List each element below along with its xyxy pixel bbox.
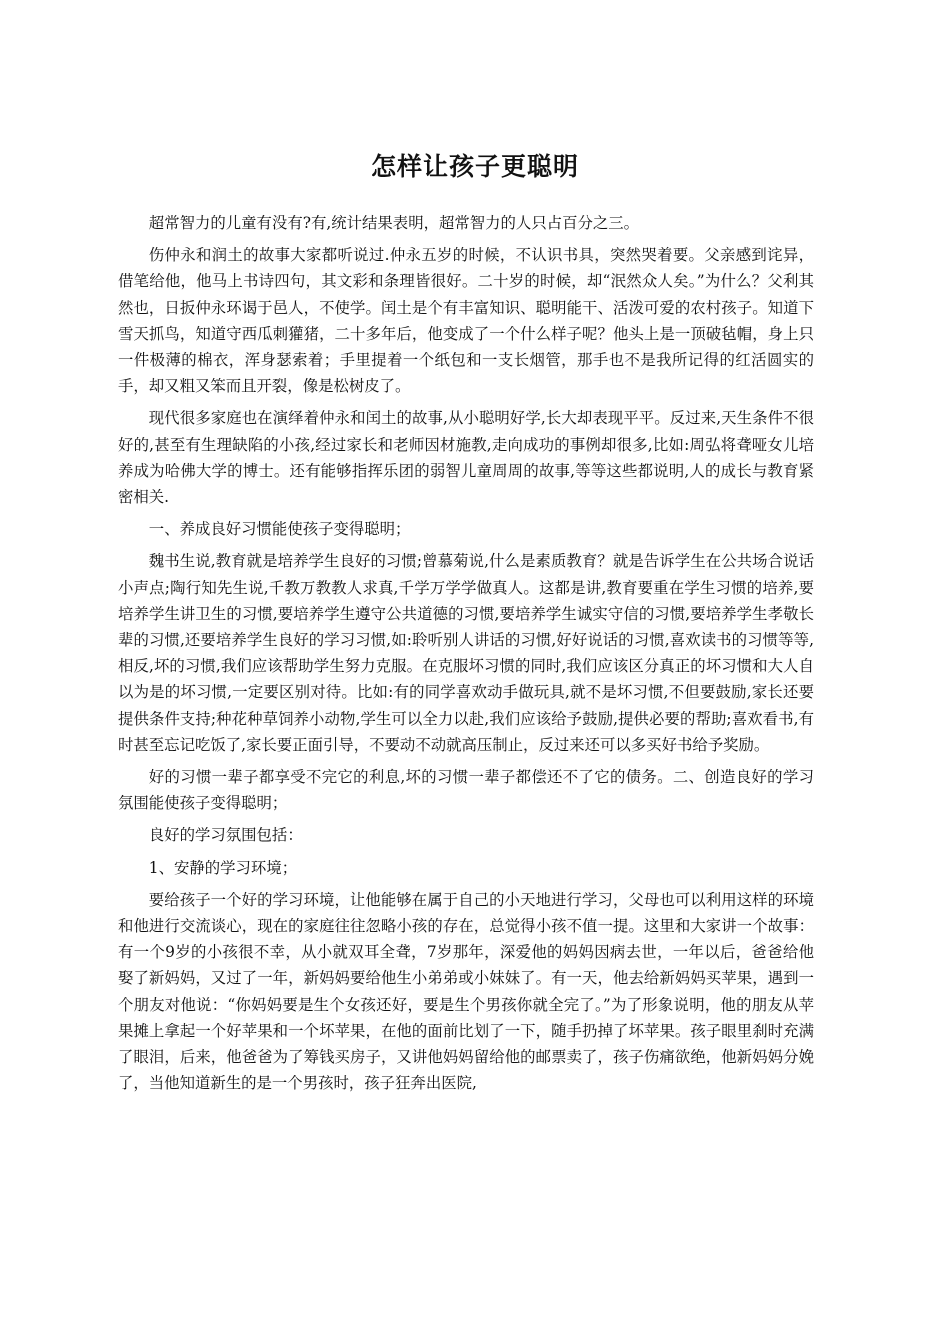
document-body <box>118 210 814 1103</box>
paragraph: 良好的学习氛围包括： <box>148 826 303 845</box>
section-heading: 一、养成良好习惯能使孩子变得聪明； <box>148 520 411 539</box>
paragraph: 要给孩子一个好的学习环境，让他能够在属于自己的小天地进行学习，父母也可以利用这样的环境和他进行交流谈心，现在的家庭往往忽略小孩的存在，总觉得小孩不值一提。这里和大家讲一个故事：有一个9岁的小孩很不幸，从小就双耳全聋，7岁那年，深爱他的妈妈因病去世，一年以后，爸爸给他娶了新妈妈，又过了一年，新妈妈要给他生小弟弟或小妹妹了。有一天，他去给新妈妈买苹果，遇到一个朋友对他说：“你妈妈要是生个女孩还好，要是生个男孩你就全完了。”为了形象说明，他的朋友从苹果摊上拿起一个好苹果和一个坏苹果，在他的面前比划了一下，随手扔掉了坏苹果。孩子眼里刹时充满了眼泪，后来，他爸爸为了筹钱买房子，又讲他妈妈留给他的邮票卖了，孩子伤痛欲绝，他新妈妈分娩了，当他知道新生的是一个男孩时，孩子狂奔出医院, <box>118 890 814 1093</box>
paragraph: 超常智力的儿童有没有?有,统计结果表明，超常智力的人只占百分之三。 <box>148 214 640 232</box>
paragraph: 现代很多家庭也在演绎着仲永和闰土的故事,从小聪明好学,长大却表现平平。反过来,天生条件不很好的,甚至有生理缺陷的小孩,经过家长和老师因材施教,走向成功的事例却很多,比如:周弘将聋哑女儿培养成为哈佛大学的博士。还有能够指挥乐团的弱智儿童周周的故事,等等这些都说明,人的成长与教育紧密相关. <box>118 409 814 507</box>
paragraph: 伤仲永和润土的故事大家都听说过.仲永五岁的时候，不认识书具，突然哭着要。父亲感到诧异，借笔给他，他马上书诗四句，其文彩和条理皆很好。二十岁的时候，却“泯然众人矣。”为什么？父利其然也，日扳仲永环谒于邑人，不使学。闰土是个有丰富知识、聪明能干、活泼可爱的农村孩子。知道下雪天抓鸟，知道守西瓜刺獾猪，二十多年后，他变成了一个什么样子呢？他头上是一顶破毡帽，身上只一件极薄的棉衣，浑身瑟索着；手里提着一个纸包和一支长烟管，那手也不是我所记得的红活圆实的手，却又粗又笨而且开裂，像是松树皮了。 <box>118 246 814 396</box>
document-title: 怎样让孩子更聪明 <box>370 152 579 181</box>
paragraph: 魏书生说,教育就是培养学生良好的习惯;曾慕菊说,什么是素质教育？就是告诉学生在公共场合说话小声点;陶行知先生说,千教万教教人求真,千学万学学做真人。这都是讲,教育要重在学生习惯的培养,要培养学生讲卫生的习惯,要培养学生遵守公共道德的习惯,要培养学生诚实守信的习惯,要培养学生孝敬长辈的习惯,还要培养学生良好的学习习惯,如:聆听别人讲话的习惯,好好说话的习惯,喜欢读书的习惯等等,相反,坏的习惯,我们应该帮助学生努力克服。在克服坏习惯的同时,我们应该区分真正的坏习惯和大人自以为是的坏习惯,一定要区别对待。比如:有的同学喜欢动手做玩具,就不是坏习惯,不但要鼓励,家长还要提供条件支持;种花种草饲养小动物,学生可以全力以赴,我们应该给予鼓励,提供必要的帮助;喜欢看书,有时甚至忘记吃饭了,家长要正面引导，不要动不动就高压制止，反过来还可以多买好书给予奖励。 <box>118 552 814 754</box>
paragraph: 好的习惯一辈子都享受不完它的利息,坏的习惯一辈子都偿还不了它的债务。二、创造良好的学习氛围能使孩子变得聪明； <box>118 768 814 813</box>
subsection-heading: 1、安静的学习环境； <box>148 858 298 877</box>
